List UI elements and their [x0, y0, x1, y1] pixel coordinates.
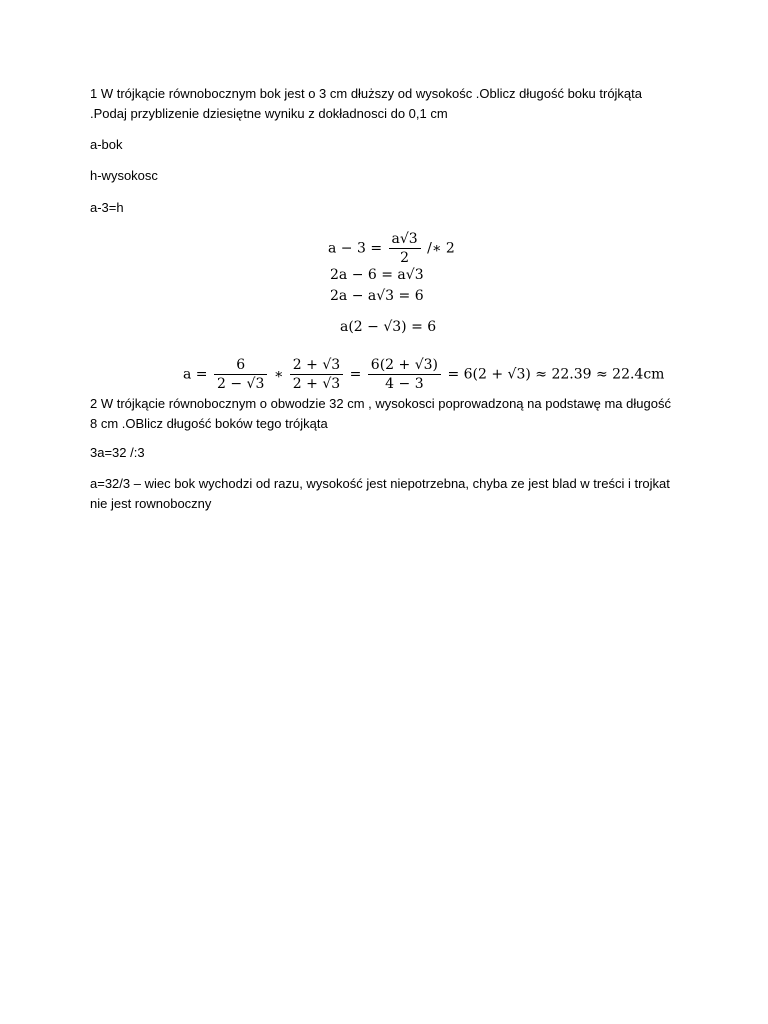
problem2-line2: 8 cm .OBlicz długość boków tego trójkąta — [90, 416, 328, 431]
relation: a-3=h — [90, 200, 124, 215]
def-wysokosc: h-wysokosc — [90, 168, 158, 183]
eq5-multiply: ∗ — [273, 366, 284, 383]
eq5-tail: = 6(2 + √3) ≈ 22.39 ≈ 22.4cm — [447, 366, 665, 383]
problem2-step2-line1: a=32/3 – wiec bok wychodzi od razu, wysokość jest niepotrzebna, chyba ze jest blad w treści i trojkat — [90, 476, 670, 491]
eq5-lhs: a = — [183, 366, 208, 383]
eq1-lhs: a − 3 = — [328, 240, 383, 257]
eq5-f3-numerator: 6(2 + √3) — [368, 356, 441, 375]
eq5-fraction-1 — [214, 356, 267, 393]
eq5-f1-denominator: 2 − √3 — [216, 376, 265, 392]
eq1-tail: /∗ 2 — [427, 240, 455, 257]
problem2-line1: 2 W trójkącie równobocznym o obwodzie 32 cm , wysokosci poprowadzoną na podstawę ma długość — [90, 396, 671, 411]
eq5-equals: = — [349, 366, 362, 383]
problem1-line2: .Podaj przyblizenie dziesiętne wyniku z dokładnosci do 0,1 cm — [90, 106, 448, 121]
equation-1 — [328, 230, 455, 267]
eq5-fraction-2 — [290, 356, 343, 393]
eq5-f1-numerator: 6 — [214, 356, 267, 375]
def-bok: a-bok — [90, 137, 123, 152]
equation-3: 2a − a√3 = 6 — [330, 288, 424, 304]
eq5-fraction-3 — [368, 356, 441, 393]
eq1-denominator: 2 — [400, 250, 410, 266]
equation-5 — [183, 356, 664, 393]
equation-4: a(2 − √3) = 6 — [340, 319, 437, 335]
problem1-line1: 1 W trójkącie równobocznym bok jest o 3 cm dłuższy od wysokośc .Oblicz długość boku trójkąta — [90, 86, 643, 101]
equation-2: 2a − 6 = a√3 — [330, 267, 424, 283]
eq1-fraction — [389, 230, 421, 267]
problem2-step1: 3a=32 /:3 — [90, 445, 145, 460]
eq5-f2-numerator: 2 + √3 — [290, 356, 343, 375]
eq5-f2-denominator: 2 + √3 — [292, 376, 341, 392]
eq5-f3-denominator: 4 − 3 — [385, 376, 424, 392]
problem2-step2-line2: nie jest rownoboczny — [90, 496, 212, 511]
eq1-numerator: a√3 — [389, 230, 421, 249]
